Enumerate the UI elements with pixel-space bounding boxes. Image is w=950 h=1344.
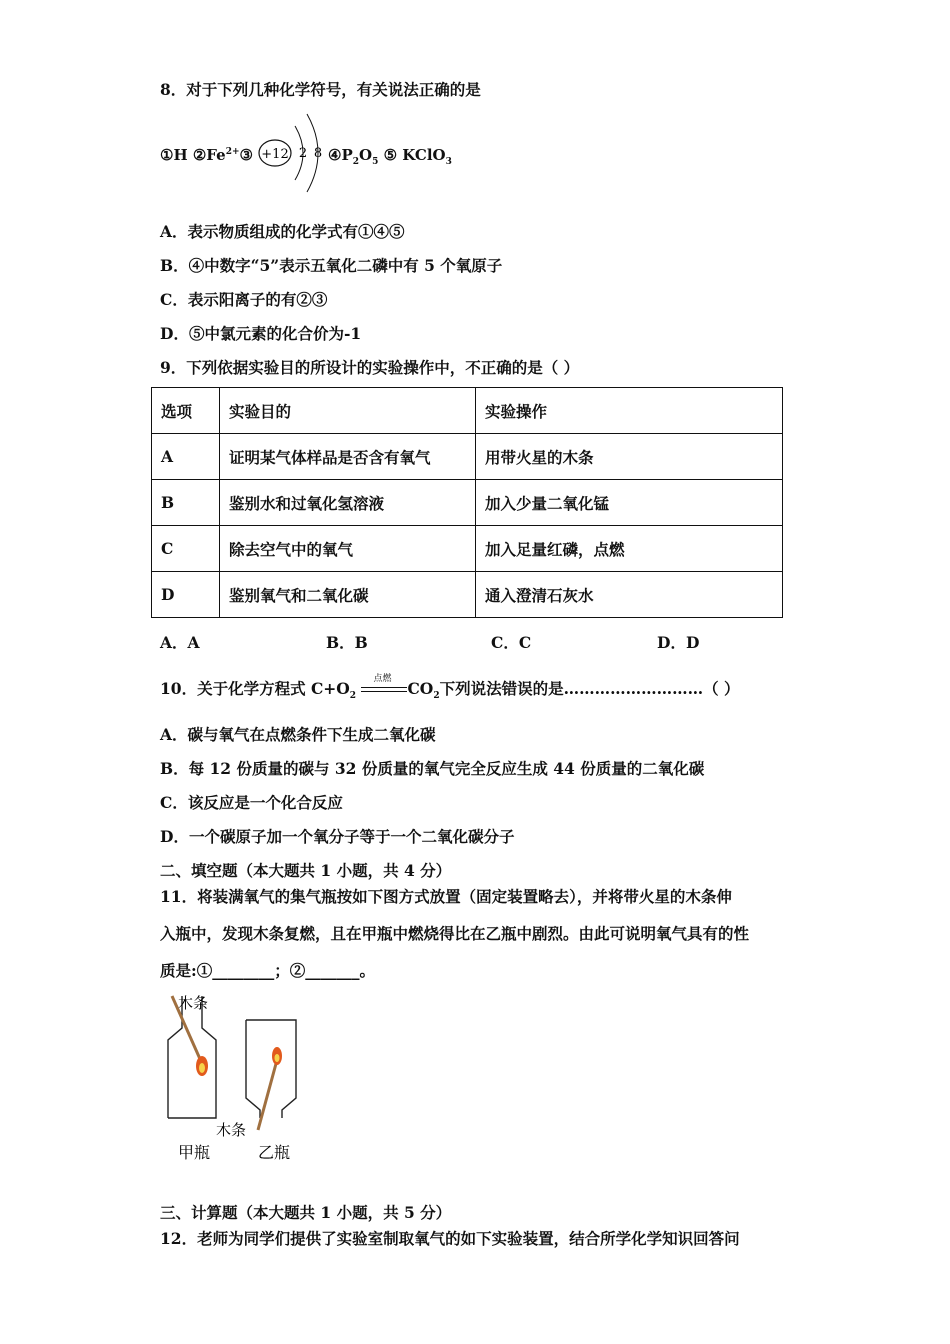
- table-cell: 除去空气中的氧气: [220, 526, 476, 572]
- table-cell: C: [152, 526, 220, 572]
- q9-stem: 9．下列依据实验目的所设计的实验操作中，不正确的是（ ）: [160, 358, 580, 377]
- symbol-1: ①H: [160, 146, 188, 164]
- bottle-figure: [150, 990, 320, 1170]
- shell-1-electrons: 2: [298, 146, 308, 161]
- table-cell: 用带火星的木条: [476, 434, 783, 480]
- table-cell: 鉴别氧气和二氧化碳: [220, 572, 476, 618]
- q8-option-b: B．④中数字“5”表示五氧化二磷中有 5 个氧原子: [160, 256, 503, 275]
- q9-options-table: [151, 387, 783, 618]
- q10-stem: 10．关于化学方程式 $C+O_2$ 点燃 $CO_2$下列说法错误的是………………………（ ）: [160, 677, 739, 701]
- q9-answer-c: C．C: [491, 633, 532, 652]
- table-header-row: [152, 388, 783, 434]
- q8-symbols: [160, 146, 253, 164]
- table-cell: 加入少量二氧化锰: [476, 480, 783, 526]
- symbol-2: $②Fe^{2+}$: [192, 146, 240, 164]
- reaction-arrow: [361, 674, 407, 697]
- table-cell: 加入足量红磷，点燃: [476, 526, 783, 572]
- table-row: [152, 480, 783, 526]
- q11-line-1: 11．将装满氧气的集气瓶按如下图方式放置（固定装置略去），并将带火星的木条伸: [160, 887, 732, 906]
- table-cell: 通入澄清石灰水: [476, 572, 783, 618]
- q8-option-c: C．表示阳离子的有②③: [160, 290, 328, 309]
- table-cell: D: [152, 572, 220, 618]
- table-cell: A: [152, 434, 220, 480]
- q9-answer-d: D．D: [657, 633, 700, 652]
- q10-option-b: B．每 12 份质量的碳与 32 份质量的氧气完全反应生成 44 份质量的二氧化碳: [160, 759, 705, 778]
- bottle-a-label: 甲瓶: [178, 1143, 211, 1162]
- shell-2-electrons: 8: [313, 146, 323, 161]
- symbol-3-label: ③: [239, 146, 253, 164]
- bottle-b-label: 乙瓶: [258, 1143, 291, 1162]
- q8-option-a: A．表示物质组成的化学式有①④⑤: [160, 222, 405, 241]
- q10-option-d: D．一个碳原子加一个氧分子等于一个二氧化碳分子: [160, 827, 515, 846]
- stick-label-bottom: 木条: [216, 1121, 247, 1139]
- section-3-heading: 三、计算题（本大题共 1 小题，共 5 分）: [160, 1203, 452, 1222]
- nucleus-charge: +12: [261, 147, 289, 162]
- table-row: [152, 434, 783, 480]
- symbol-4: $④P_2O_5$: [328, 146, 379, 167]
- q8-stem: 8．对于下列几种化学符号，有关说法正确的是: [160, 80, 481, 99]
- q11-line-2: 入瓶中，发现木条复燃，且在甲瓶中燃烧得比在乙瓶中剧烈。由此可说明氧气具有的性: [160, 924, 750, 943]
- table-cell: 证明某气体样品是否含有氧气: [220, 434, 476, 480]
- q11-line-3: 质是:①________；②_______。: [160, 961, 375, 980]
- table-row: [152, 526, 783, 572]
- table-header-cell: 选项: [152, 388, 220, 434]
- table-row: [152, 572, 783, 618]
- q12-line-1: 12．老师为同学们提供了实验室制取氧气的如下实验装置，结合所学化学知识回答问: [160, 1229, 740, 1248]
- stick-b: [258, 1060, 277, 1130]
- q8-symbols-right: [328, 146, 452, 167]
- symbol-5: ⑤ KClO$_3$: [383, 146, 452, 167]
- table-cell: B: [152, 480, 220, 526]
- bottle-a-outline: [168, 996, 216, 1118]
- table-header-cell: 实验目的: [220, 388, 476, 434]
- table-cell: 鉴别水和过氧化氢溶液: [220, 480, 476, 526]
- stick-label-top: 木条: [178, 994, 209, 1012]
- q9-answer-b: B．B: [326, 633, 368, 652]
- table-header-cell: 实验操作: [476, 388, 783, 434]
- q10-option-c: C．该反应是一个化合反应: [160, 793, 343, 812]
- magnesium-atom-structure-diagram: [255, 108, 335, 194]
- q8-option-d: D．⑤中氯元素的化合价为-1: [160, 324, 362, 343]
- section-2-heading: 二、填空题（本大题共 1 小题，共 4 分）: [160, 861, 452, 880]
- q10-option-a: A．碳与氧气在点燃条件下生成二氧化碳: [160, 725, 436, 744]
- q9-answer-a: A．A: [160, 633, 200, 652]
- bottle-b-outline: [246, 1020, 296, 1118]
- reaction-condition: 点燃: [373, 674, 392, 684]
